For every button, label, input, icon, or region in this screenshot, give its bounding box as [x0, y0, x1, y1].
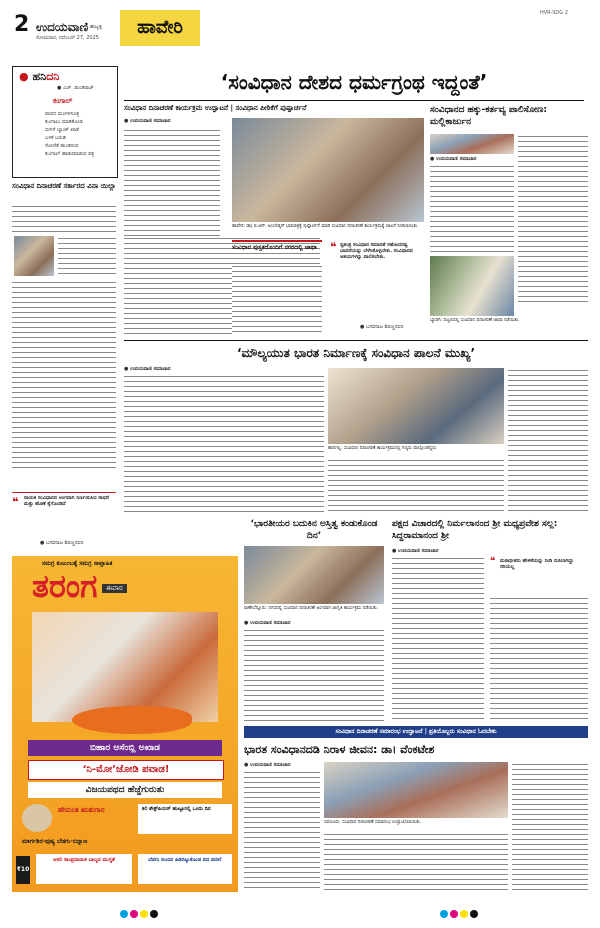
- story5-body: [244, 770, 320, 892]
- quote-box: [330, 240, 424, 336]
- quote-icon: ❝: [12, 495, 19, 509]
- ad-brand: ತರಂಗ: [32, 567, 98, 605]
- quote-text: ಸ್ವತಂತ್ರ ಸಂವಿಧಾನ ಸಮಾನತೆ ಸಹೋದರತ್ವ ಭಾವನೆಯನ್ನು ಬೆಳೆಸಿಕೊಳ್ಳಬೇಕು. ಸಂವಿಧಾನದ ಆಶಯಗಳನ್ನು ಪಾಲಿಸಬೇಕು.: [340, 242, 413, 260]
- story2-dateline: ● ಉದಯವಾಣಿ ಸಮಾಚಾರ: [124, 366, 171, 372]
- ad-feature2-title: ಅಸಲಿ ಸಾಂಪ್ರದಾಯಿಕ ಬಾಲ್ಯದ ಮುಗ್ಧತೆ: [53, 857, 115, 863]
- ad-banner3: ವಿಜಯಪಥದ ಹೆಜ್ಜೆಗುರುತು: [28, 782, 222, 798]
- ad-banner2: ‘ನಿ-ಮೋ’ಜೋಡಿ ಪವಾಡ!: [28, 760, 224, 780]
- story3-headline: ‘ಭಾರತೀಯರ ಬದುಕಿನ ಅಸ್ತಿತ್ವ ಕಂಡುಕೊಂಡ ದಿನ’: [250, 519, 378, 541]
- story3-dateline: ● ಉದಯವಾಣಿ ಸಮಾಚಾರ: [244, 620, 291, 626]
- columnist-photo: [14, 236, 54, 276]
- story2-body: [508, 368, 588, 512]
- story3-photo-caption: ರಾಣೇಬೆನ್ನೂರು: ನಗರದಲ್ಲಿ ಸಂವಿಧಾನ ದಿನಾಚರಣೆ ಅಂಗವಾಗಿ ಜಾಗೃತಿ ಕಾರ್ಯಕ್ರಮ ನಡೆಯಿತು.: [244, 606, 379, 611]
- right-top-dateline: ● ಉದಯವಾಣಿ ಸಮಾಚಾರ: [430, 156, 477, 162]
- main-photo-caption: ಹಾವೇರಿ: ಡಾ| ಬಿ.ಆರ್. ಅಂಬೇಡ್ಕರ್ ಭಾವಚಿತ್ರಕ್ಕೆ ಪುಷ್ಪಾರ್ಚನೆ ಮಾಡಿ ಸಂವಿಧಾನ ದಿನಾಚರಣೆ ಕಾರ್ಯಕ್ರಮಕ್ಕೆ ಚಾಲನೆ ನೀಡಲಾಯಿತು.: [232, 224, 419, 229]
- page-code: HVR-SDG 2: [540, 10, 568, 16]
- page-number: 2: [14, 12, 30, 37]
- story5-dateline: ● ಉದಯವಾಣಿ ಸಮಾಚಾರ: [244, 762, 291, 768]
- ad-feature4-box: [138, 854, 232, 884]
- left-story-body: [12, 280, 116, 472]
- poem-line: ಸೋಣಿತೆ ಹುಂಡಿಸುವ: [45, 143, 79, 149]
- poem-line: ಬೀಗಳೆ ಬ್ಯಾಂಕ್ ಖಾತೆ: [45, 127, 79, 133]
- sub-headline: ಸಂವಿಧಾನ ಪುಸ್ತಕದೊಂದಿಗೆ ನಗರದಲ್ಲಿ ಜಾಥಾ: [232, 244, 317, 251]
- ad-feature3-title: ಕಲಿ ಶೇಕ್ಸ್‌ಪಿಯರ್ ಹುಟ್ಟೂರಲ್ಲಿ ಒಂದು ದಿನ: [142, 806, 211, 812]
- right-top-body: [518, 134, 588, 302]
- ad-banner1: ಬಿಹಾರ ಅಸೆಂಬ್ಲಿ ಅಖಾಡ: [28, 740, 222, 756]
- left-story-headline: ಸಂವಿಧಾನ ದಿನಾಚರಣೆ ಸರ್ಕಾರದ ವಿನಾ ಯಿಲ್ಲಾ: [12, 182, 116, 190]
- right-top-photo-caption: ಬ್ಯಾಡಗಿ: ಪಟ್ಟಣದಲ್ಲಿ ಸಂವಿಧಾನ ದಿನಾಚರಣೆ ಜಾಥಾ ನಡೆಯಿತು.: [430, 318, 520, 323]
- poem-line: ಕುಂಗಾಲು ಮಾಡಿಕೊಂಡ: [45, 119, 83, 125]
- story5-body: [512, 762, 588, 892]
- ad-feature4-title: ಬೆಡಗು ಸುಂದರ ಹಿಡಿದಿಟ್ಟುಕೊಂಡ ಪದ ಪದಕ!: [148, 857, 222, 863]
- story5-photo: [324, 762, 508, 818]
- quote-icon: ❝: [490, 556, 496, 567]
- poem-line: ಬಳಕೆ ಬರುಡಿ: [45, 135, 66, 141]
- right-top-body: [430, 164, 514, 252]
- dani-title: ದನಿ: [46, 70, 60, 83]
- banner-strip: ಸಂವಿಧಾನ ದಿನಾಚರಣೆ ಸಮಾರಂಭ ಉದ್ಘಾಟನೆ | ಪ್ರತಿಯೊಬ್ಬರು ಸಂವಿಧಾನ ಓದಬೇಕು: [244, 726, 588, 738]
- ad-feature3-box: [138, 804, 232, 834]
- ad-map: [72, 706, 192, 734]
- ad-feature-photo: [22, 804, 52, 832]
- left-story-body: [58, 236, 116, 276]
- story2-body: [124, 374, 324, 512]
- story2-headline: ‘ಮೌಲ್ಯಯುತ ಭಾರತ ನಿರ್ಮಾಣಕ್ಕೆ ಸಂವಿಧಾನ ಪಾಲನೆ ಮುಖ್ಯ’: [236, 346, 476, 360]
- divider: [124, 340, 588, 341]
- taranga-ad[interactable]: [12, 556, 238, 892]
- main-photo: [232, 118, 424, 222]
- ad-brand-sub: ಈವಾರ: [102, 584, 127, 593]
- story2-body: [328, 458, 504, 512]
- story4-body: [392, 556, 484, 722]
- left-story-body: [12, 204, 116, 234]
- district-title: ಹಾವೇರಿ: [120, 10, 200, 46]
- paper-name: ಉದಯವಾಣಿ: [36, 20, 89, 34]
- right-top-headline: ಸಂವಿಧಾನದ ಹಕ್ಕು-ಕರ್ತವ್ಯ ಪಾಲಿಸೋಣ: ಮಲ್ಲಿಕಾರ್ಜುನ: [430, 105, 548, 127]
- quote-byline: ● ಬಸವರಾಜ ಶಿವಣ್ಣನವರ: [360, 324, 404, 330]
- date-line: ಸೋಮವಾರ, ನವೆಂಬರ್ 27, 2025: [36, 35, 99, 41]
- story2-photo: [328, 368, 504, 444]
- right-top-photo: [430, 134, 514, 154]
- poem-line: ಕುಂಗಾಲ್ ಹಾಡುಮಾಡುವ ಪತ್ರ: [45, 151, 95, 157]
- sub-story-body: [232, 264, 322, 336]
- story5-photo-caption: ಸವಣೂರು: ಸಂವಿಧಾನ ದಿನಾಚರಣೆ ಸಮಾರಂಭ ಉದ್ಘಾಟಿಸಲಾಯಿತು.: [324, 820, 422, 825]
- pullquote-text: ನಾಯಕ ಸಂವಿಧಾನದ ಅಂಗವಾಗಿ ನಿರ್ಣಯಿಸಿದ ಸಾಧನೆ ಮತ್ತು ಹೊಣೆ ಕೈಗೊಂಡಿದೆ: [24, 495, 109, 507]
- left-story-byline: ● ಬಸವರಾಜ ಶಿವಣ್ಣನವರ: [40, 540, 84, 546]
- ad-feature2-box: [36, 854, 132, 884]
- honey-author: ● ಎಚ್. ಡುಂಡಿರಾಜ್: [57, 85, 94, 91]
- story4-pullquote: ಮಠಾಧೀಶರು ಹೇಳಿಕೆಯನ್ನು ನೀಡಿ ಬಿಜಿಲಾಗಿದ್ದು ಸರಿಯಲ್ಲ: [500, 558, 574, 570]
- ad-price: ₹10: [16, 856, 30, 884]
- divider: [124, 100, 584, 101]
- story4-pullquote-box: [490, 556, 588, 592]
- story4-headline: ಪಕ್ಷದ ವಿಚಾರದಲ್ಲಿ ನಿರ್ಮಲಾನಂದ ಶ್ರೀ ಮಧ್ಯಪ್ರವೇಶ ಸಲ್ಲ: ಸಿದ್ದರಾಮಾನಂದ ಶ್ರೀ: [392, 519, 558, 541]
- story3-body: [244, 628, 384, 722]
- print-color-bar: [0, 908, 600, 920]
- main-dateline: ● ಉದಯವಾಣಿ ಸಮಾಚಾರ: [124, 118, 171, 124]
- honey-poem-box: [12, 66, 118, 178]
- poem-title: ಕಂಗಾಲ್: [53, 97, 73, 105]
- right-top-photo-2: [430, 256, 514, 316]
- story3-photo: [244, 546, 384, 604]
- story5-body: [324, 832, 508, 892]
- story5-headline: ಭಾರತ ಸಂವಿಧಾನದಡಿ ನಿರಾಳ ಜೀವನ: ಡಾ। ವೆಂಕಟೇಶ: [244, 743, 435, 756]
- ad-feature1-title: ಹೇಮಂತ ಋತುಗಾನ: [58, 806, 105, 814]
- quote-icon: ❝: [330, 240, 337, 254]
- ad-feature1-sub: ಮಾರ್ಗಶಿರ-ಪುಷ್ಯ ಬೆಡಗು-ಬಿನ್ನಾಣ: [22, 838, 88, 845]
- poem-line: ಪಾಪದ ಮಂಗಳಸೂತ್ರ: [45, 111, 80, 117]
- edition-tag: ಹುಬ್ಬಳ್ಳಿ: [90, 24, 103, 30]
- honey-icon: ●: [19, 70, 29, 83]
- hani-title: ಹನಿ: [32, 70, 47, 83]
- left-story-pullquote: [12, 492, 116, 525]
- story2-photo-caption: ಹಾನಗಲ್ಲ: ಸಂವಿಧಾನ ದಿನಾಚರಣೆ ಕಾರ್ಯಕ್ರಮದಲ್ಲಿ ಗಣ್ಯರು ಪಾಲ್ಗೊಂಡಿದ್ದರು.: [328, 446, 438, 451]
- story4-body: [490, 596, 588, 722]
- story4-dateline: ● ಉದಯವಾಣಿ ಸಮಾಚಾರ: [392, 548, 439, 554]
- main-subheadline: ಸಂವಿಧಾನ ದಿನಾಚರಣೆ ಕಾರ್ಯಕ್ರಮ ಉದ್ಘಾಟನೆ | ಸಂವಿಧಾನ ಪೀಠಿಕೆಗೆ ಪುಷ್ಪಾರ್ಚನೆ: [124, 104, 307, 112]
- masthead: [0, 0, 600, 66]
- main-headline: ‘ಸಂವಿಧಾನ ದೇಶದ ಧರ್ಮಗ್ರಂಥ ಇದ್ದಂತೆ’: [220, 70, 488, 94]
- ad-tagline: ಸಮಗ್ರ ಕುಟುಂಬಕ್ಕೆ ಸಮಗ್ರ ಸಾಪ್ತಾಹಿಕ: [42, 560, 113, 567]
- sub-headline-box: [232, 240, 322, 262]
